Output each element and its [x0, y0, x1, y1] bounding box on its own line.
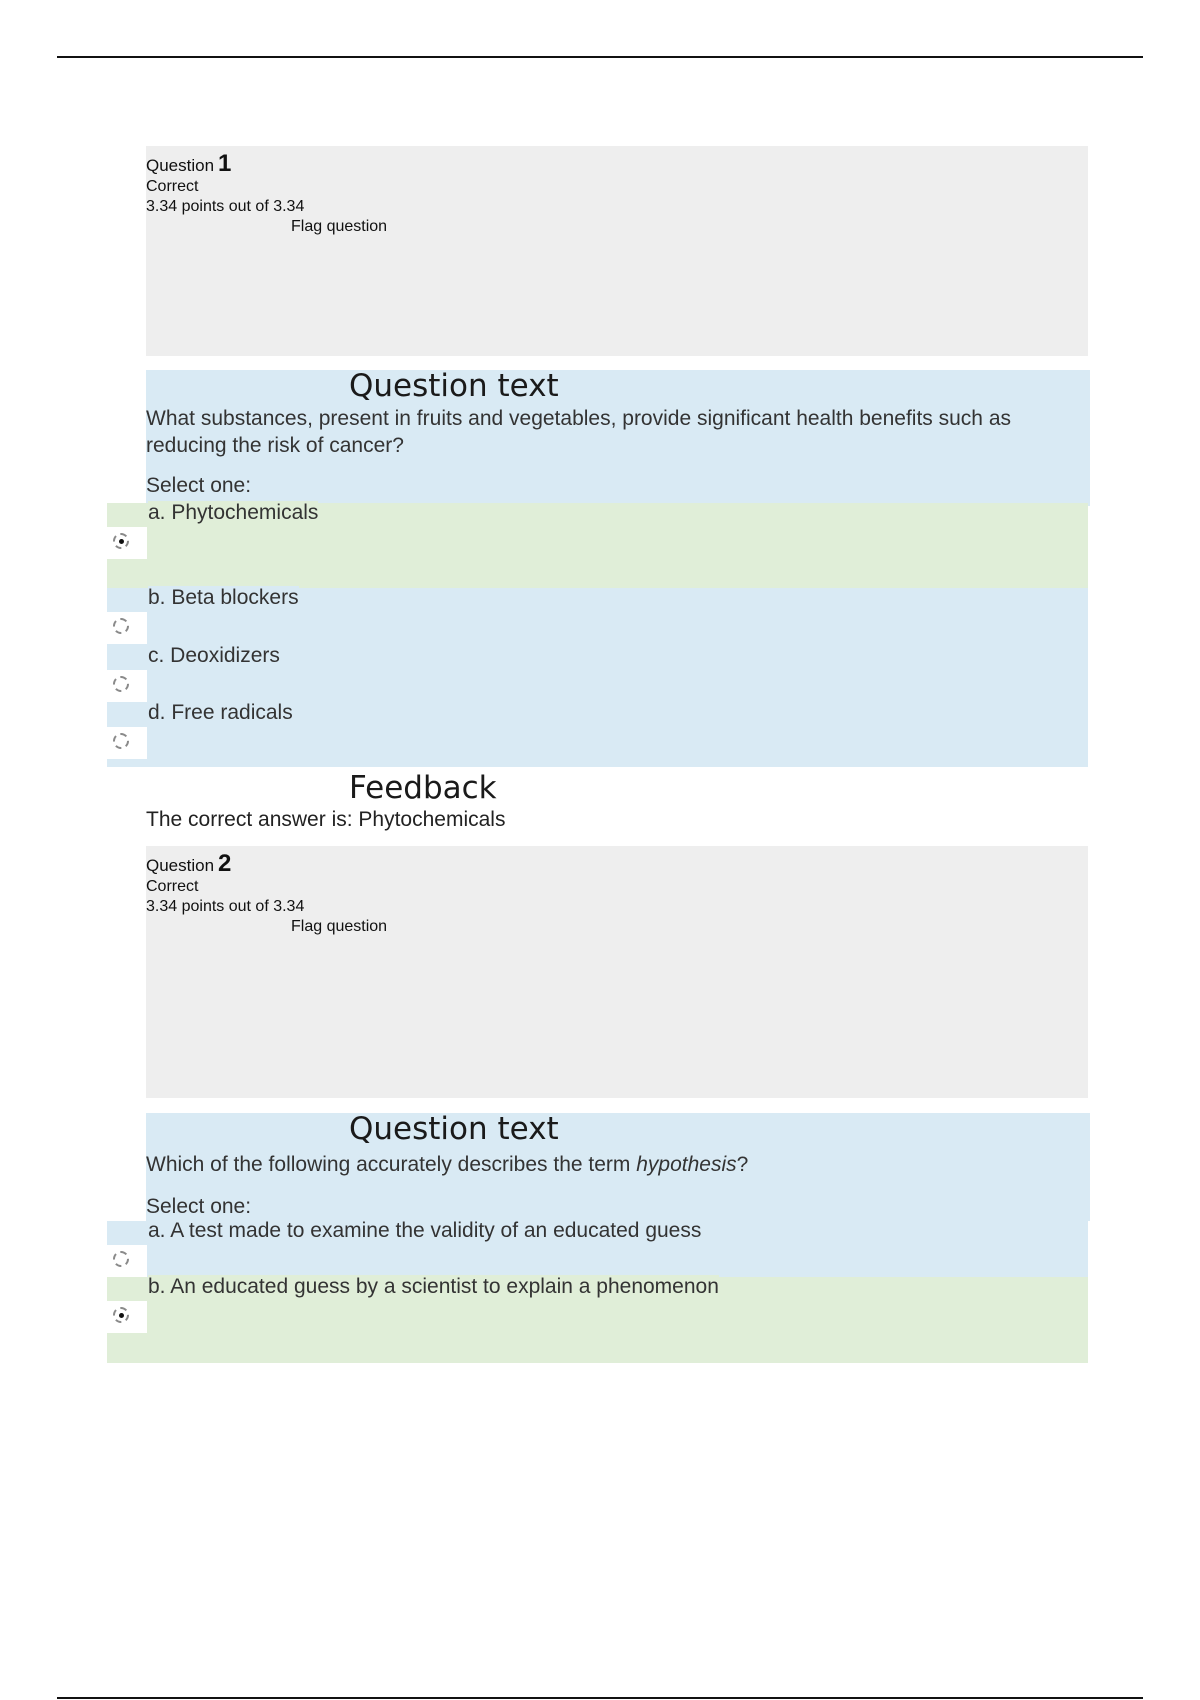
question-1-content	[146, 370, 1090, 506]
bottom-rule	[57, 1697, 1143, 1699]
radio-cell	[107, 1301, 147, 1333]
top-rule	[57, 56, 1143, 58]
answer-label: c. Deoxidizers	[148, 644, 280, 667]
question-number: Question 1	[146, 150, 232, 177]
answer-label: d. Free radicals	[148, 701, 293, 724]
select-one-prompt: Select one:	[146, 474, 252, 497]
answer-option-b[interactable]	[107, 1277, 1088, 1363]
question-grade: 3.34 points out of 3.34	[146, 198, 305, 215]
question-state: Correct	[146, 878, 199, 895]
answer-label: a. A test made to examine the validity of an educated guess	[148, 1219, 702, 1242]
answer-radio[interactable]	[113, 733, 129, 749]
answer-option-a[interactable]	[107, 503, 1088, 588]
answer-radio[interactable]	[113, 676, 129, 692]
select-one-prompt: Select one:	[146, 1195, 252, 1218]
flag-question-link[interactable]: Flag question	[291, 918, 388, 935]
answer-label: b. An educated guess by a scientist to explain a phenomenon	[148, 1275, 719, 1298]
question-1-info	[146, 146, 1088, 356]
radio-cell	[107, 612, 147, 644]
answer-option-c[interactable]	[107, 646, 1088, 703]
answer-label: b. Beta blockers	[148, 586, 299, 609]
question-state: Correct	[146, 178, 199, 195]
answer-radio[interactable]	[113, 618, 129, 634]
feedback-heading: Feedback	[349, 770, 497, 806]
answer-radio[interactable]	[113, 1251, 129, 1267]
answer-option-d[interactable]	[107, 703, 1088, 767]
radio-cell	[107, 1245, 147, 1277]
question-text: What substances, present in fruits and vegetables, provide significant health benefits such as reducing the risk of cancer?	[146, 407, 1011, 457]
radio-cell	[107, 727, 147, 759]
radio-cell	[107, 670, 147, 702]
question-number: Question 2	[146, 850, 232, 877]
answer-label: a. Phytochemicals	[148, 501, 319, 524]
question-text-heading: Question text	[349, 368, 559, 404]
answer-option-b[interactable]	[107, 588, 1088, 646]
question-2-info	[146, 846, 1088, 1098]
answer-radio[interactable]	[113, 533, 129, 549]
flag-question-link[interactable]: Flag question	[291, 218, 388, 235]
radio-cell	[107, 527, 147, 559]
question-2-content	[146, 1113, 1090, 1221]
question-grade: 3.34 points out of 3.34	[146, 898, 305, 915]
answer-radio[interactable]	[113, 1307, 129, 1323]
answer-option-a[interactable]	[107, 1221, 1088, 1277]
feedback-text: The correct answer is: Phytochemicals	[146, 808, 506, 831]
question-text: Which of the following accurately describes the term hypothesis?	[146, 1153, 749, 1176]
question-text-heading: Question text	[349, 1111, 559, 1147]
